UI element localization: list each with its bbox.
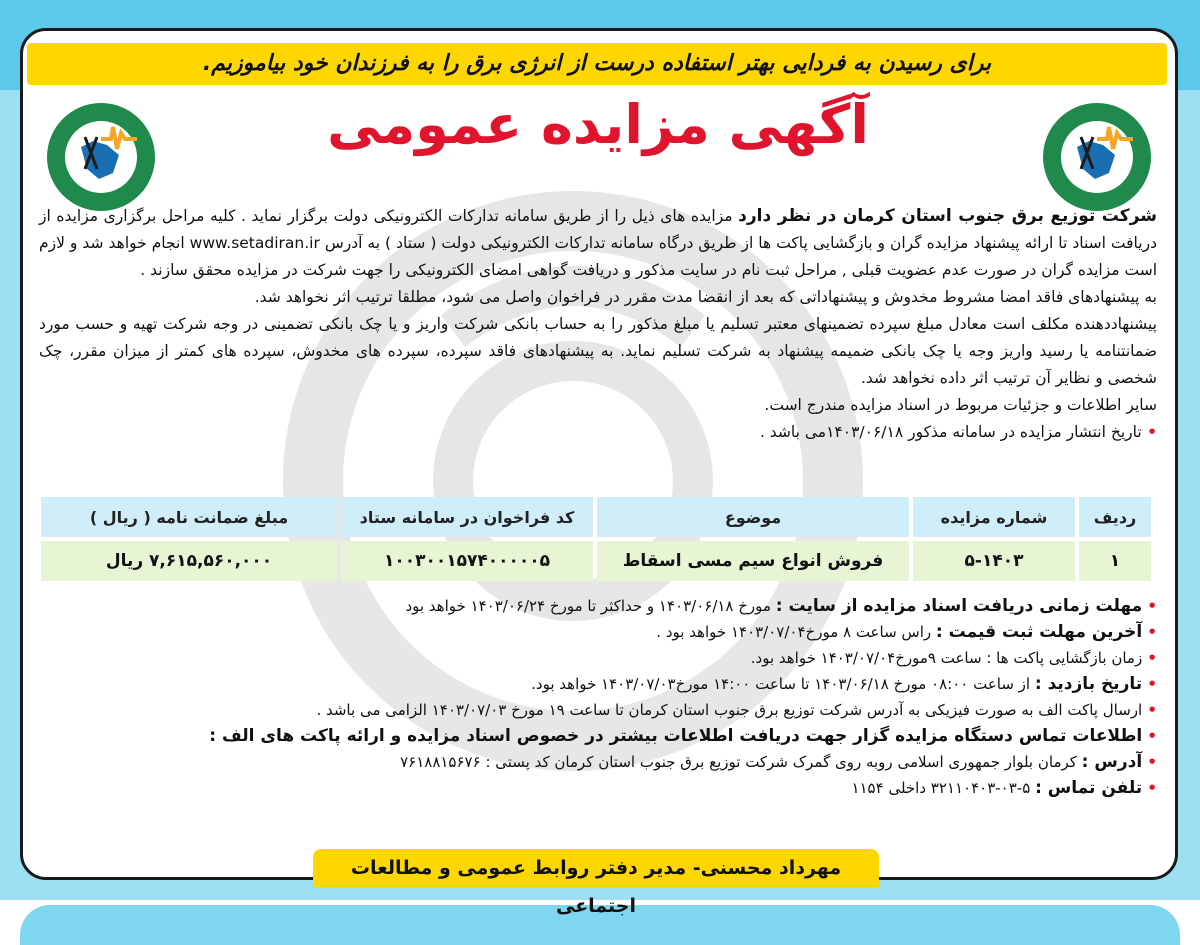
announcement-frame [20,28,1178,917]
company-logo-right [1037,97,1157,217]
detail-address: • آدرس : کرمان بلوار جمهوری اسلامی روبه روی گمرک شرکت توزیع برق جنوب استان کرمان کد پستی : ۷۶۱۸۸۱۵۶۷۶ [400,752,1157,772]
detail-price-deadline: • آخرین مهلت ثبت قیمت : راس ساعت ۸ مورخ۱۴۰۳/۰۷/۰۴ خواهد بود . [656,622,1157,642]
detail-envelope-delivery: • ارسال پاکت الف به صورت فیزیکی به آدرس شرکت توزیع برق جنوب استان کرمان تا ساعت ۱۹ مورخ ۱۴۰۳/۰۷/۰۳ الزامی می باشد . [316,701,1157,719]
col-auction-number: شماره مزایده [913,497,1075,537]
detail-document-deadline: • مهلت زمانی دریافت اسناد مزایده از سایت : مورخ ۱۴۰۳/۰۶/۱۸ و حداکثر تا مورخ ۱۴۰۳/۰۶/۲۴ خواهد بود [405,596,1157,616]
detail-visit-date: • تاریخ بازدید : از ساعت ۰۸:۰۰ مورخ ۱۴۰۳/۰۶/۱۸ تا ساعت ۱۴:۰۰ مورخ۱۴۰۳/۰۷/۰۳ خواهد بود. [531,674,1157,694]
col-setad-code: کد فراخوان در سامانه ستاد [341,497,593,537]
detail-contact-heading: • اطلاعات تماس دستگاه مزایده گزار جهت دریافت اطلاعات بیشتر در خصوص اسناد مزایده و ارائه پاکت های الف : [209,726,1157,746]
details-list [39,593,1157,801]
cell-subject: فروش انواع سیم مسی اسقاط [597,541,909,581]
note-guarantee: پیشنهاددهنده مکلف است معادل مبلغ سپرده تضمینهای معتبر تسلیم یا مبلغ مذکور را به حساب بانکی شرکت واریز و یا چک بانکی تضمینی در وجه شرکت تهیه و حسب مورد ضمانتنامه یا رسید واریز وجه یا چک بانکی ضمیمه پیشنهاد به شرکت تسلیم نماید. به پیشنهادهای فاقد سپرده، سپرده های مخدوش، سپرده های کمتر از میزان مقرر، چک شخصی و نظایر آن ترتیب اثر داده نخواهد شد. [39,315,1157,387]
cell-auction-number: ۵-۱۴۰۳ [913,541,1075,581]
table-row [41,541,1151,581]
intro-paragraph [39,203,1157,284]
intro-bold: شرکت توزیع برق جنوب استان کرمان در نظر دارد [738,206,1157,226]
intro-text: مزایده های ذیل را از طریق سامانه تدارکات الکترونیکی دولت برگزار نماید . کلیه مراحل برگزاری مزایده از دریافت اسناد تا ارائه پیشنهاد مزایده گران و بازگشایی پاکت ها از طریق درگاه سامانه تدارکات الکترونیکی دولت ( ستاد ) به آدرس www.setadiran.ir انجام خواهد شد و لازم است مزایده گران در صورت عدم عضویت قبلی , مراحل ثبت نام در سایت مذکور و دریافت گواهی امضای الکترونیکی را جهت شرکت در مزایده محقق سازند . [39,207,1157,279]
signature-footer: مهرداد محسنی- مدیر دفتر روابط عمومی و مطالعات اجتماعی [313,849,879,887]
col-guarantee-amount: مبلغ ضمانت نامه ( ریال ) [41,497,337,537]
slogan-banner: برای رسیدن به فردایی بهتر استفاده درست از انرژی برق را به فرزندان خود بیاموزیم. [27,43,1167,85]
note-unsigned: به پیشنهادهای فاقد امضا مشروط مخدوش و پیشنهاداتی که بعد از انقضا مدت مقرر در فراخوان واصل می شود، مطلقا ترتیب اثر نخواهد شد. [254,288,1157,306]
note-documents: سایر اطلاعات و جزئیات مربوط در اسناد مزایده مندرج است. [764,396,1157,414]
note-publish-date: • تاریخ انتشار مزایده در سامانه مذکور ۱۴۰۳/۰۶/۱۸می باشد . [759,423,1157,441]
col-subject: موضوع [597,497,909,537]
logo-emblem-icon [1037,97,1157,217]
company-logo-left [41,97,161,217]
logo-emblem-icon [41,97,161,217]
cell-setad-code: ۱۰۰۳۰۰۱۵۷۴۰۰۰۰۰۵ [341,541,593,581]
announcement-body [39,203,1157,446]
page-title: آگهی مزایده عمومی [327,93,869,156]
auction-table [37,493,1155,585]
table-header-row [41,497,1151,537]
cell-row-number: ۱ [1079,541,1151,581]
col-row-number: ردیف [1079,497,1151,537]
cell-guarantee-amount: ۷,۶۱۵,۵۶۰,۰۰۰ ریال [41,541,337,581]
detail-phone: • تلفن تماس : ۵-۰۳-۳۲۱۱۰۴۰۳ داخلی ۱۱۵۴ [851,778,1157,798]
detail-opening-time: • زمان بازگشایی پاکت ها : ساعت ۹مورخ۱۴۰۳/۰۷/۰۴ خواهد بود. [750,649,1157,667]
